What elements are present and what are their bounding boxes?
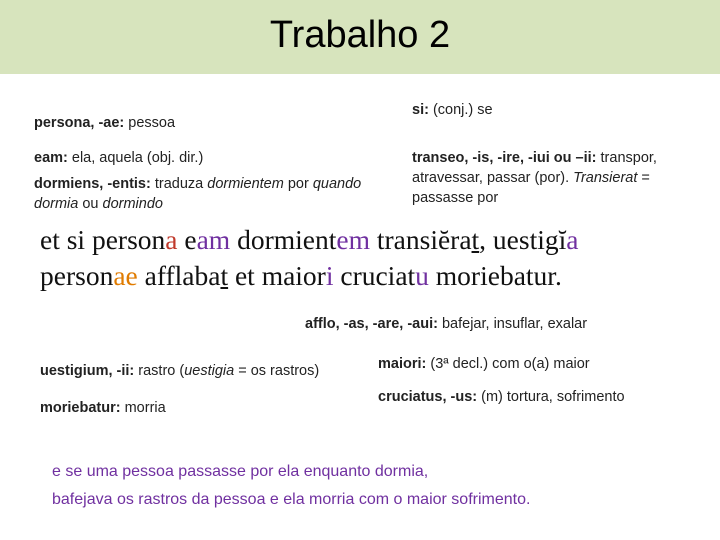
translation <box>52 458 530 514</box>
note-cruciatus: cruciatus, -us: (m) tortura, sofrimento <box>378 389 625 405</box>
note-transeo: transeo, -is, -ire, -iui ou –ii: transpor, atravessar, passar (por). Transierat = passasse por <box>412 150 657 206</box>
note-moriebatur: moriebatur: morria <box>40 400 166 416</box>
translation-line-2: bafejava os rastros da pessoa e ela morria com o maior sofrimento. <box>52 491 531 508</box>
note-uestigium: uestigium, -ii: rastro (uestigia = os rastros) <box>40 363 320 379</box>
note-si: si: (conj.) se <box>412 102 493 118</box>
note-persona: persona, -ae: pessoa <box>34 115 176 131</box>
note-maiori: maiori: (3ª decl.) com o(a) maior <box>378 356 590 372</box>
note-dormiens: dormiens, -entis: traduza dormientem por quando dormia ou dormindo <box>34 176 362 212</box>
translation-line-1: e se uma pessoa passasse por ela enquanto dormia, <box>52 463 429 480</box>
page-title: Trabalho 2 <box>269 14 451 56</box>
latin-sentence: et si persona eam dormientem transiĕrat, uestigĭa personae afflabat et maiori cruciatu moriebatur. <box>40 224 579 291</box>
note-eam: eam: ela, aquela (obj. dir.) <box>34 150 204 166</box>
note-afflo: afflo, -as, -are, -aui: bafejar, insuflar, exalar <box>305 316 588 332</box>
